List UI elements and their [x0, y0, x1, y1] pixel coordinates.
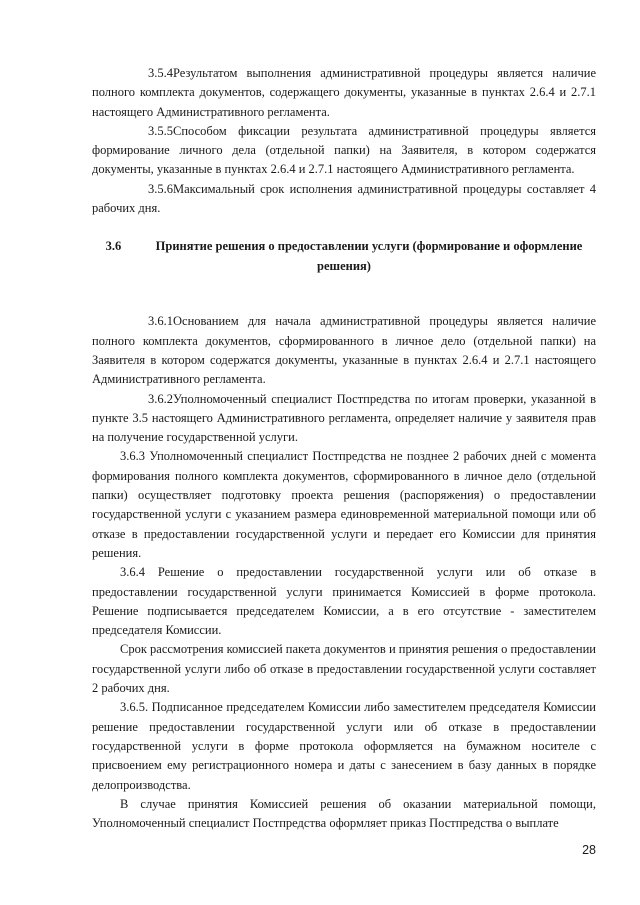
paragraph-text: Результатом выполнения административной процедуры является наличие полного комплекта документов, содержащего документы, указанные в пунктах 2.6.4 и 2.7.1 настоящего Административного регламента. [92, 66, 596, 119]
paragraph-review-period [92, 640, 596, 698]
body-text [92, 64, 596, 833]
clause-number: 3.5.6 [148, 181, 173, 196]
clause-number: 3.6.2 [148, 391, 173, 406]
paragraph-3-5-4 [92, 64, 596, 122]
paragraph-text: Способом фиксации результата административной процедуры является формирование личного дела (отдельной папки) на Заявителя, в котором содержатся документы, указанные в пунктах 2.6.4 и 2.7.1 настоящего Административного регламента. [92, 123, 596, 177]
section-heading [92, 236, 596, 276]
paragraph-text: Максимальный срок исполнения административной процедуры составляет 4 рабочих дня. [92, 181, 596, 216]
paragraph-text: 3.6.5. Подписанное председателем Комиссии либо заместителем председателя Комиссии решение предоставлении государственной услуги или об отказе в предоставлении государственной услуги в форме протокола оформляется на бумажном носителе с присвоением ему регистрационного номера и даты с занесением в базу данных в порядке делопроизводства. [92, 700, 596, 792]
paragraph-3-6-4 [92, 563, 596, 640]
section-title: Принятие решения о предоставлении услуги (формирование и оформление решения) [155, 239, 583, 274]
paragraph-text: 3.6.3 Уполномоченный специалист Постпредства не позднее 2 рабочих дней с момента формирования полного комплекта документов, сформированного в личное дело (отдельной папки) осуществляет подготовку проекта решения (распоряжения) о предоставлении государственной услуги с указанием размера единовременной материальной помощи или об отказе в предоставлении государственной услуги и передает его Комиссии для принятия решения. [92, 449, 596, 560]
page-number: 28 [582, 843, 596, 857]
paragraph-text: Основанием для начала административной процедуры является наличие полного комплекта документов, сформированного в личное дело (отдельной папки) на Заявителя в котором содержатся документы, указанные в пунктах 2.6.4 и 2.7.1 настоящего Административного регламента. [92, 314, 596, 387]
paragraph-3-5-5 [92, 122, 596, 180]
section-number: 3.6 [105, 239, 122, 254]
paragraph-text: Уполномоченный специалист Постпредства по итогам проверки, указанной в пункте 3.5 настоящего Административного регламента, определяет наличие у заявителя прав на получение государственной услуги. [92, 391, 596, 445]
paragraph-text: В случае принятия Комиссией решения об оказании материальной помощи, Уполномоченный специалист Постпредства оформляет приказ Постпредства о выплате [92, 796, 596, 831]
clause-number: 3.5.5 [148, 123, 173, 138]
clause-number: 3.5.4 [148, 66, 173, 80]
paragraph-3-6-3 [92, 447, 596, 563]
paragraph-3-6-2 [92, 390, 596, 448]
paragraph-material-aid [92, 795, 596, 834]
clause-number: 3.6.1 [148, 314, 173, 329]
paragraph-3-6-5 [92, 698, 596, 794]
paragraph-3-5-6 [92, 180, 596, 219]
paragraph-text: Срок рассмотрения комиссией пакета документов и принятия решения о предоставлении государственной услуги либо об отказе в предоставлении государственной услуги составляет 2 рабочих дня. [92, 642, 596, 696]
paragraph-text: 3.6.4 Решение о предоставлении государственной услуги или об отказе в предоставлении государственной услуги принимается Комиссией в форме протокола. Решение подписывается председателем Комиссии, а в его отсутствие - заместителем председателя Комиссии. [92, 565, 596, 638]
paragraph-3-6-1 [92, 312, 596, 389]
